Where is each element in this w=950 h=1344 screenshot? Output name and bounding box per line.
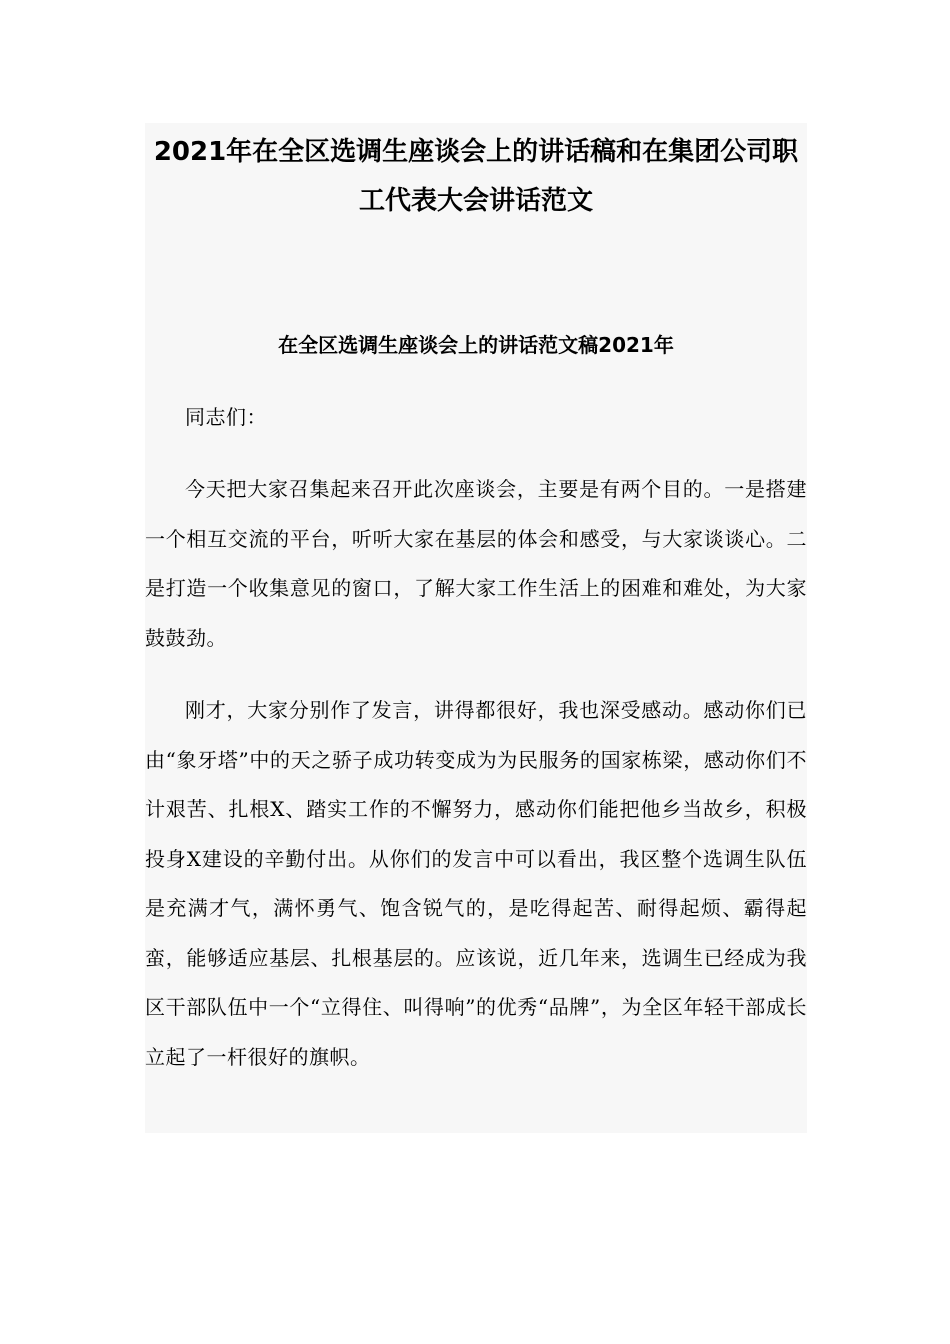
speech-subtitle: 在全区选调生座谈会上的讲话范文稿2021年 — [278, 333, 674, 357]
salutation: 同志们： — [185, 405, 267, 429]
body-paragraph-2: 刚才，大家分别作了发言，讲得都很好，我也深受感动。感动你们已由“象牙塔”中的天之骄子成功转变成为为民服务的国家栋梁，感动你们不计艰苦、扎根X、踏实工作的不懈努力，感动你们能把他乡当故乡，积极投身X建设的辛勤付出。从你们的发言中可以看出，我区整个选调生队伍是充满才气，满怀勇气、饱含锐气的，是吃得起苦、耐得起烦、霸得起蛮，能够适应基层、扎根基层的。应该说，近几年来，选调生已经成为我区干部队伍中一个“立得住、叫得响”的优秀“品牌”，为全区年轻干部成长立起了一杆很好的旗帜。 — [145, 698, 807, 1069]
body-paragraph-1: 今天把大家召集起来召开此次座谈会，主要是有两个目的。一是搭建一个相互交流的平台，听听大家在基层的体会和感受，与大家谈谈心。二是打造一个收集意见的窗口，了解大家工作生活上的困难和难处，为大家鼓鼓劲。 — [145, 477, 807, 650]
document-title: 2021年在全区选调生座谈会上的讲话稿和在集团公司职工代表大会讲话范文 — [153, 137, 799, 216]
